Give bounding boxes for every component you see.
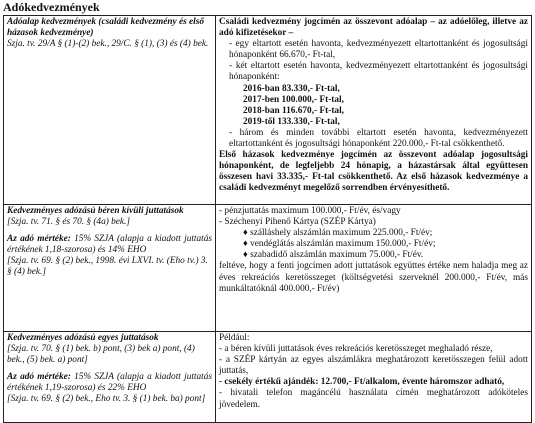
row-label-cell bbox=[4, 16, 216, 205]
list-item-text: vendéglátás alszámlán maximum 150.000,- Ft/év; bbox=[250, 239, 436, 250]
row-content-cell bbox=[216, 16, 532, 205]
list-item: - hivatali telefon magáncélú használata címén meghatározott adóköteles jövedelem. bbox=[219, 388, 528, 410]
list-item: 2018-ban 116.670,- Ft-tal, bbox=[243, 105, 344, 116]
tax-rate-label: Az adó mértéke: bbox=[7, 372, 71, 383]
legal-reference: [Szja. tv. 69. § (2) bek., Eho tv. 3. § (1) bek. ba) pont] bbox=[7, 394, 206, 405]
list-item: - a SZÉP kártyán az egyes alszámlákra meghatározott keretösszegen felül adott juttatás, bbox=[219, 355, 528, 377]
page-title: Adókedvezmények bbox=[3, 0, 100, 14]
row-label-cell bbox=[4, 332, 216, 423]
tax-rate-label: Az adó mértéke: bbox=[7, 234, 71, 245]
legal-reference: Szja. tv. 29/A § (1)-(2) bek., 29/C. § (1), (3) és (4) bek. bbox=[7, 39, 209, 50]
tax-rate-value: 15% SZJA (alapja a kiadott juttatás értékének 1,18-szorosa) és 14% EHO bbox=[7, 234, 213, 256]
tax-benefits-table bbox=[3, 15, 532, 423]
legal-reference: [Szja. tv. 71. § és 70. § (4a) bek.] bbox=[7, 217, 130, 228]
list-item: ♦ szabadidő alszámlán maximum 75.000,- Ft/év. bbox=[243, 250, 424, 261]
list-item: - a béren kívüli juttatások éves rekreációs keretösszeget meghaladó része, bbox=[219, 344, 493, 355]
list-item: - csekély értékű ajándék: 12.700,- Ft/alkalom, évente háromszor adható, bbox=[219, 377, 505, 388]
list-item: 2017-ben 100.000,- Ft-tal, bbox=[243, 94, 344, 105]
tax-rate-value: 15% SZJA (alapja a kiadott juttatás értékének 1,19-szorosa) és 22% EHO bbox=[7, 372, 213, 394]
list-item: - két eltartott esetén havonta, kedvezményezett eltartottanként és jogosultsági hónaponként: bbox=[229, 61, 528, 83]
table-row bbox=[4, 16, 532, 205]
list-item: ♦ szálláshely alszámlán maximum 225.000,- Ft/év; bbox=[243, 228, 433, 239]
list-item: ♦ vendéglátás alszámlán maximum 150.000,- Ft/év; bbox=[243, 239, 436, 250]
legal-reference: [Szja. tv. 70. § (1) bek. b) pont, (3) bek a) pont, (4) bek., (5) bek. a) pont] bbox=[7, 344, 195, 366]
list-item: - három és minden további eltartott esetén havonta, kedvezményezett eltartottanként és jogosultsági hónaponként 220.000,- Ft-tal csökkenthető. bbox=[229, 127, 528, 150]
list-item: - Széchenyi Pihenő Kártya (SZÉP Kártya) bbox=[219, 217, 376, 228]
list-item: - pénzjuttatás maximum 100.000,- Ft/év, és/vagy bbox=[219, 206, 401, 216]
section-heading: Családi kedvezmény jogcímén az összevont adóalap – az adóelőleg, illetve az adó kifizetésekor – bbox=[219, 17, 528, 39]
tax-rate-text bbox=[7, 234, 212, 256]
tax-rate-text bbox=[7, 372, 212, 394]
row-title: Kedvezményes adózású egyes juttatások bbox=[7, 333, 159, 343]
row-label-cell bbox=[4, 205, 216, 332]
paragraph: Első házasok kedvezménye jogcímén az összevont adóalap jogosultsági hónaponként, de legfeljebb 24 hónapig, a házastársak által együttesen összesen havi 33.335,- Ft-tal csökkenthető. Az első házasok kedvezménye a családi kedvezményt megelőző sorrendben érvényesíthető. bbox=[219, 150, 528, 194]
row-title: Kedvezményes adózású béren kívüli juttatások bbox=[7, 206, 184, 216]
paragraph: feltéve, hogy a fenti jogcímen adott juttatások együttes értéke nem haladja meg az éves rekreációs keretösszeget (költségvetési szerveknél 200.000,- Ft/év, más munkáltatóknál 400.000,- Ft/év) bbox=[219, 261, 528, 294]
legal-reference: [Szja. tv. 69. § (2) bek., 1998. évi LXVI. tv. (Eho tv.) 3. § (4) bek.] bbox=[7, 256, 208, 278]
paragraph: Például: bbox=[219, 333, 250, 343]
row-title: Adóalap kedvezmények (családi kedvezmény és első házasok kedvezménye) bbox=[7, 17, 204, 39]
list-item-text: szálláshely alszámlán maximum 225.000,- Ft/év; bbox=[250, 228, 433, 239]
list-item-text: szabadidő alszámlán maximum 75.000,- Ft/év. bbox=[250, 250, 424, 261]
table-row bbox=[4, 205, 532, 332]
list-item: 2016-ban 83.330,- Ft-tal, bbox=[243, 83, 340, 94]
list-item: - egy eltartott esetén havonta, kedvezményezett eltartottanként és jogosultsági hónaponként 66.670,- Ft-tal, bbox=[229, 39, 528, 61]
row-content-cell bbox=[216, 332, 532, 423]
row-content-cell bbox=[216, 205, 532, 332]
list-item: 2019-től 133.330,- Ft-tal, bbox=[243, 116, 340, 127]
table-row bbox=[4, 332, 532, 423]
